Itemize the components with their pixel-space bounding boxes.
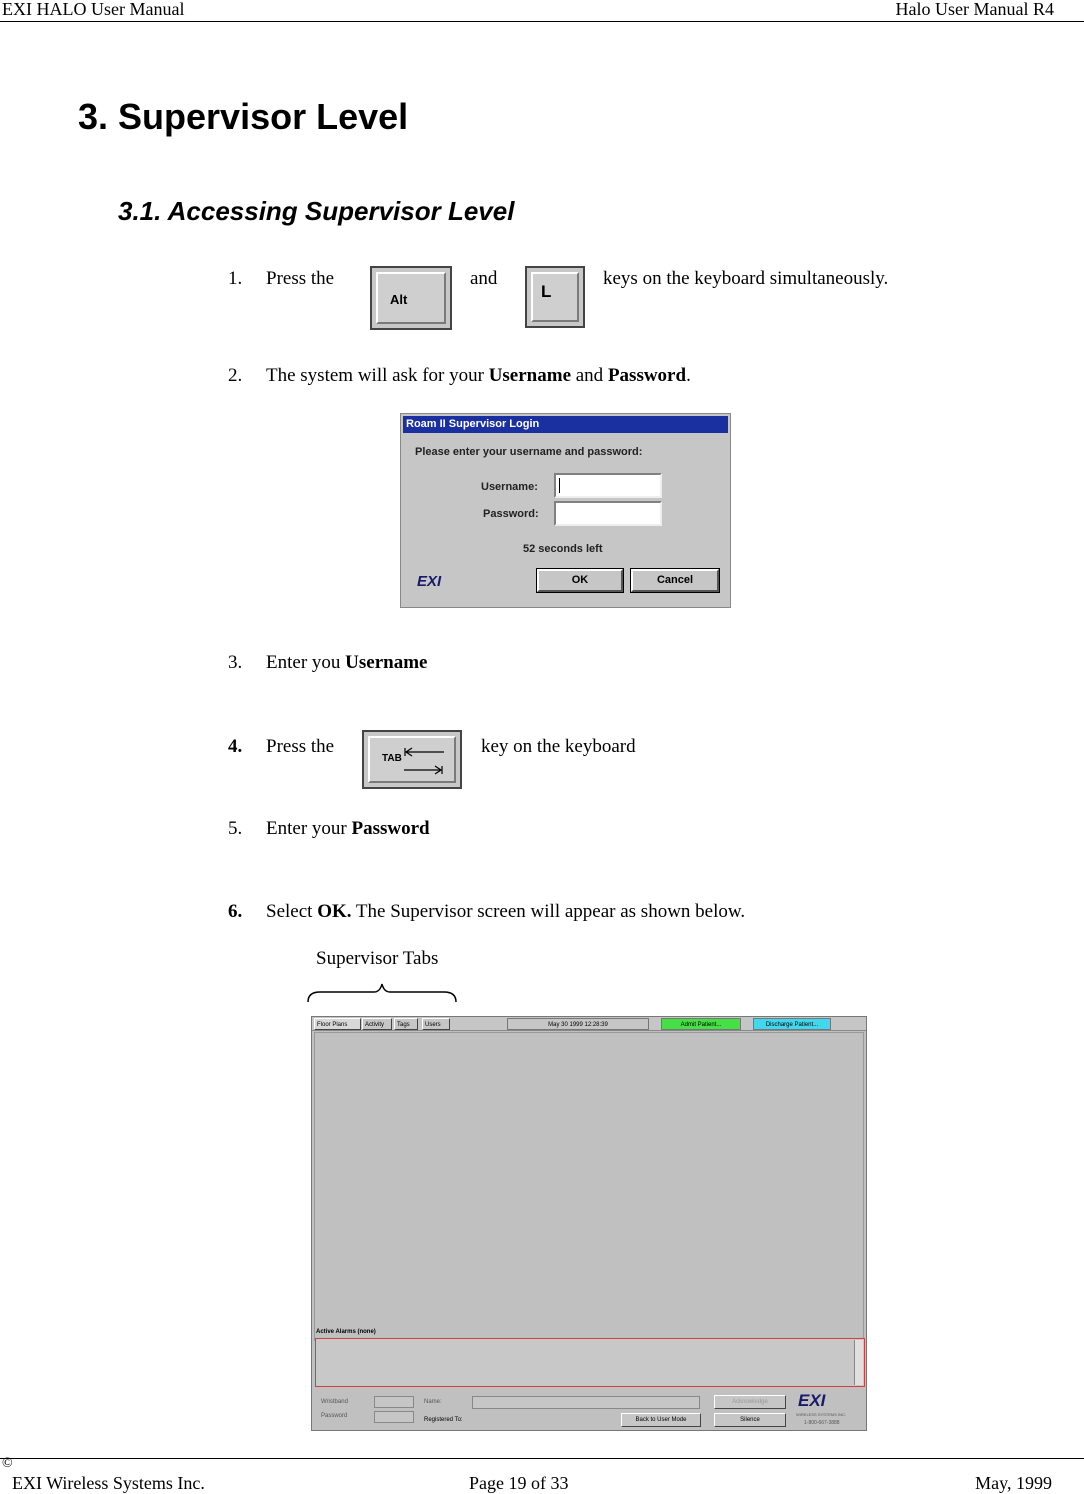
step-text: and [470,268,498,289]
step-text: Press the [266,736,335,757]
alt-key-label: Alt [390,292,408,307]
step-text: Enter your Password [266,818,430,839]
step-text: Enter you Username [266,652,428,673]
copyright-symbol: © [2,1456,13,1471]
step-text: Select OK. The Supervisor screen will appear as shown below. [266,901,746,922]
exi-logo-icon: EXI [798,1391,826,1410]
password-field[interactable] [554,501,662,526]
l-key-icon [525,266,585,328]
step-number: 4. [228,736,243,757]
countdown-text: 52 seconds left [523,543,603,555]
admit-patient-button[interactable]: Admit Patient... [661,1018,741,1030]
page-footer [0,1456,1084,1493]
supervisor-tab-bar [312,1017,866,1031]
wristband-label: Wristband [321,1399,348,1405]
company-name: WIRELESS SYSTEMS INC. [796,1412,847,1417]
tab-users[interactable]: Users [422,1018,450,1030]
tab-arrows-icon [402,744,448,778]
l-key-label: L [541,282,552,301]
dialog-prompt: Please enter your username and password: [415,446,643,458]
password-field-small[interactable] [374,1411,414,1423]
tab-floor-plans[interactable]: Floor Plans [314,1018,361,1030]
section-title: 3.1. Accessing Supervisor Level [118,196,515,226]
cancel-button[interactable]: Cancel [631,569,719,592]
acknowledge-button[interactable]: Acknowledge [714,1395,786,1409]
step-text: keys on the keyboard simultaneously. [603,268,889,289]
header-right: Halo User Manual R4 [895,0,1054,19]
alt-key-icon [370,266,452,330]
step-text: The system will ask for your Username and Password. [266,365,691,386]
tab-activity[interactable]: Activity [362,1018,392,1030]
supervisor-login-dialog [400,413,731,608]
page-header [0,0,1084,22]
step-number: 6. [228,901,243,922]
tab-key-icon [362,730,462,789]
ok-button[interactable]: OK [537,569,623,592]
alarm-scrollbar[interactable] [854,1340,863,1385]
back-to-user-mode-button[interactable]: Back to User Mode [621,1413,701,1427]
silence-button[interactable]: Silence [714,1413,786,1427]
supervisor-tabs-callout: Supervisor Tabs [316,948,439,969]
step-number: 1. [228,268,243,289]
step-number: 5. [228,818,243,839]
brace-icon [306,982,458,1004]
active-alarms-label: Active Alarms (none) [316,1329,376,1335]
dialog-title: Roam II Supervisor Login [403,416,728,433]
step-number: 3. [228,652,243,673]
footer-left: EXI Wireless Systems Inc. [12,1473,205,1493]
floor-plan-area [314,1032,864,1341]
header-left: EXI HALO User Manual [2,0,185,19]
password-label: Password: [483,508,539,520]
active-alarms-list[interactable] [315,1338,865,1387]
tab-key-label: TAB [382,753,402,764]
chapter-title: 3. Supervisor Level [78,96,409,137]
supervisor-screen [311,1016,867,1431]
password-label-small: Password [321,1413,348,1419]
wristband-field[interactable] [374,1396,414,1408]
discharge-patient-button[interactable]: Discharge Patient... [753,1018,831,1030]
step-number: 2. [228,365,243,386]
name-field[interactable] [472,1396,700,1409]
step-text: Press the [266,268,335,289]
footer-date: May, 1999 [975,1473,1052,1493]
footer-page: Page 19 of 33 [469,1473,569,1493]
username-field[interactable] [554,473,662,498]
name-label: Name: [424,1399,442,1405]
datetime-display: May 30 1999 12:28:39 [507,1018,649,1030]
company-phone: 1-800-667-3888 [804,1420,840,1426]
exi-logo-icon: EXI [417,573,442,590]
step-text: key on the keyboard [481,736,636,757]
username-label: Username: [481,481,538,493]
tab-tags[interactable]: Tags [394,1018,418,1030]
registered-to-label: Registered To: [424,1417,463,1423]
